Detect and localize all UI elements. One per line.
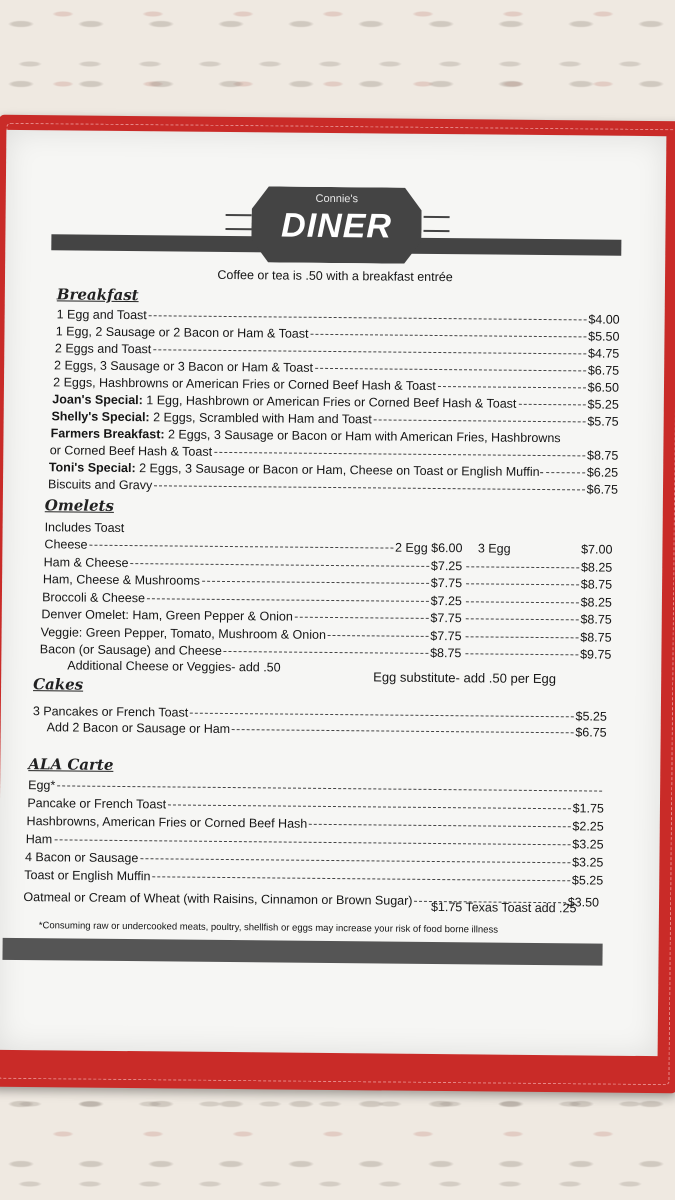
alacarte-item-leader <box>140 858 570 863</box>
breakfast-item-price: $4.75 <box>587 346 620 361</box>
alacarte-item-row <box>26 832 604 852</box>
omelet-row <box>43 572 462 590</box>
omelet-leader <box>224 651 428 654</box>
breakfast-item-row <box>51 409 618 428</box>
omelet-price-3egg: $9.75 <box>580 647 612 662</box>
breakfast-item-row <box>54 358 619 377</box>
alacarte-item-name: Toast or English Muffin <box>24 868 151 884</box>
omelet-leader <box>295 617 429 619</box>
omelet-leader-3egg <box>465 653 578 655</box>
alacarte-item-row <box>24 868 603 888</box>
omelet-name: Veggie: Green Pepper, Tomato, Mushroom & Onion <box>40 624 327 642</box>
omelet-price-2egg: $7.25 <box>430 558 463 573</box>
omelets-note-left: Additional Cheese or Veggies- add .50 <box>67 658 281 675</box>
alacarte-item-name: 4 Bacon or Sausage <box>24 850 139 866</box>
alacarte-item-row <box>28 778 604 798</box>
omelet-row <box>44 537 462 555</box>
breakfast-item-row <box>50 443 619 462</box>
alacarte-item-price: $3.25 <box>572 837 604 852</box>
omelet-leader <box>130 563 429 567</box>
omelets-note-right: Egg substitute- add .50 per Egg <box>373 669 557 687</box>
alacarte-item-row <box>27 814 604 834</box>
omelet-price-3egg: $8.25 <box>580 559 613 575</box>
breakfast-item-price: $6.75 <box>587 363 620 378</box>
menu-sheet <box>0 130 666 1056</box>
alacarte-item-name: Pancake or French Toast <box>27 796 167 812</box>
omelet-row <box>41 607 462 625</box>
logo-stripes-left <box>225 214 251 230</box>
section-cakes: Cakes <box>33 675 84 694</box>
breakfast-item-leader <box>154 485 584 490</box>
breakfast-item-name: 2 Eggs and Toast <box>54 341 152 357</box>
breakfast-item-row <box>51 426 619 445</box>
omelet-leader <box>147 598 429 602</box>
alacarte-item-row <box>27 796 604 816</box>
alacarte-item-price: $1.75 <box>572 801 604 816</box>
omelet-3egg-row <box>464 611 612 626</box>
breakfast-item-leader <box>214 452 585 457</box>
omelet-price-2egg: $8.75 <box>430 645 462 661</box>
cakes-item-leader <box>232 729 573 733</box>
breakfast-item-leader <box>153 349 586 354</box>
breakfast-item-leader <box>310 334 586 338</box>
breakfast-item-leader <box>518 404 585 406</box>
omelet-price-2egg: $6.00 <box>431 540 463 556</box>
alacarte-item-price: $2.25 <box>572 819 604 834</box>
omelet-2egg-header: 2 Egg <box>394 540 432 555</box>
omelet-price-3egg: $8.75 <box>580 612 612 627</box>
breakfast-item-name: Toni's Special: 2 Eggs, 3 Sausage or Bacon or Ham, Cheese on Toast or English Muffin- <box>48 460 544 480</box>
breakfast-item-leader <box>438 386 586 388</box>
section-alacarte: ALA Carte <box>28 755 114 774</box>
omelet-3egg-row <box>463 646 611 661</box>
breakfast-item-price: $6.75 <box>586 482 619 497</box>
breakfast-item-row <box>55 341 619 360</box>
breakfast-item-price: $5.50 <box>588 329 620 344</box>
breakfast-item-price: $5.75 <box>587 414 619 429</box>
alacarte-item-price: $3.50 <box>567 895 600 910</box>
omelet-price-2egg: $7.75 <box>430 575 463 591</box>
breakfast-item-special-label: Toni's Special: <box>48 460 136 476</box>
breakfast-item-name: Shelly's Special: 2 Eggs, Scrambled with Ham and Toast <box>51 409 372 427</box>
alacarte-item-price: $3.25 <box>572 855 604 870</box>
omelet-header-gap <box>511 553 582 554</box>
logo-subtitle: Connie's <box>315 192 359 206</box>
omelet-3egg-header: 3 Egg <box>474 541 511 556</box>
omelet-3egg-row <box>464 541 612 556</box>
omelet-3egg-row <box>464 576 612 591</box>
omelet-row <box>44 555 463 573</box>
breakfast-item-row <box>49 460 618 479</box>
breakfast-item-name: Farmers Breakfast: 2 Eggs, 3 Sausage or Bacon or Ham with American Fries, Hashbrowns <box>50 426 561 446</box>
omelet-3egg-row <box>464 559 612 574</box>
diner-logo <box>51 178 622 273</box>
omelets-includes: Includes Toast <box>44 520 125 536</box>
breakfast-item-name: Joan's Special: 1 Egg, Hashbrown or American Fries or Corned Beef Hash & Toast <box>52 392 517 411</box>
breakfast-item-name: 2 Eggs, 3 Sausage or 3 Bacon or Ham & Toast <box>53 358 314 375</box>
alacarte-item-leader <box>152 876 569 881</box>
omelet-name: Cheese <box>44 537 88 552</box>
omelet-leader <box>90 545 393 549</box>
omelet-price-2egg: $7.25 <box>430 593 462 608</box>
alacarte-item-leader <box>54 839 570 845</box>
section-breakfast: Breakfast <box>56 285 139 305</box>
food-disclaimer: *Consuming raw or undercooked meats, poultry, shellfish or eggs may increase your risk of food borne illness <box>38 920 499 936</box>
omelet-name: Broccoli & Cheese <box>42 589 146 605</box>
alacarte-item-leader <box>57 785 602 791</box>
cakes-item-name: Add 2 Bacon or Sausage or Ham <box>46 720 231 737</box>
logo-stripes-right <box>423 216 449 232</box>
omelet-3egg-row <box>464 629 612 644</box>
cakes-item-leader <box>190 713 573 718</box>
breakfast-item-name: or Corned Beef Hash & Toast <box>49 443 213 459</box>
omelet-name: Ham & Cheese <box>43 554 129 570</box>
breakfast-item-name: 1 Egg and Toast <box>56 307 147 323</box>
breakfast-item-row <box>52 392 619 411</box>
omelet-leader-3egg <box>466 618 579 620</box>
omelet-row <box>41 625 462 643</box>
cakes-item-price: $6.75 <box>575 725 607 740</box>
omelet-name: Denver Omelet: Ham, Green Pepper & Onion <box>41 607 293 624</box>
breakfast-item-row <box>56 324 620 343</box>
breakfast-item-leader <box>149 315 587 320</box>
omelet-leader-3egg <box>466 601 579 603</box>
omelet-price-3egg: $8.25 <box>580 594 612 610</box>
logo-title: DINER <box>280 206 393 246</box>
breakfast-item-price: $6.25 <box>586 465 619 480</box>
omelet-leader <box>202 581 429 584</box>
omelet-leader-3egg <box>466 583 579 585</box>
omelet-price-3egg: $7.00 <box>581 542 613 557</box>
omelet-leader-3egg <box>466 636 579 638</box>
omelet-price-3egg: $8.75 <box>580 577 613 592</box>
alacarte-item-name: Egg* <box>28 778 56 793</box>
breakfast-item-leader <box>374 419 586 422</box>
breakfast-item-price: $4.00 <box>588 312 620 327</box>
omelet-3egg-row <box>464 594 612 609</box>
omelet-name: Ham, Cheese & Mushrooms <box>42 572 200 588</box>
breakfast-item-name: 1 Egg, 2 Sausage or 2 Bacon or Ham & Toast <box>55 324 309 341</box>
cakes-item-name: 3 Pancakes or French Toast <box>32 704 189 720</box>
breakfast-item-row <box>48 477 618 496</box>
breakfast-item-price: $6.50 <box>587 380 620 395</box>
alacarte-item-row <box>25 850 603 870</box>
alacarte-item-leader <box>168 804 571 809</box>
omelet-leader-3egg <box>466 566 579 568</box>
breakfast-item-special-label: Joan's Special: <box>52 392 143 408</box>
texas-toast-note: $1.75 Texas Toast add .25 <box>430 899 577 916</box>
omelet-leader <box>328 634 428 636</box>
alacarte-item-price: $5.25 <box>571 873 604 888</box>
coffee-notice: Coffee or tea is .50 with a breakfast entrée <box>217 267 453 285</box>
breakfast-item-leader <box>315 368 586 372</box>
omelet-name: Bacon (or Sausage) and Cheese <box>39 642 222 658</box>
breakfast-item-name: Biscuits and Gravy <box>47 477 153 493</box>
bottom-band <box>2 938 602 966</box>
section-omelets: Omelets <box>44 496 115 515</box>
breakfast-item-name: 2 Eggs, Hashbrowns or American Fries or Corned Beef Hash & Toast <box>53 375 436 393</box>
omelet-price-3egg: $8.75 <box>580 629 612 645</box>
breakfast-item-price: $5.25 <box>587 397 619 412</box>
breakfast-item-price: $8.75 <box>586 448 619 463</box>
alacarte-item-name: Oatmeal or Cream of Wheat (with Raisins, Cinnamon or Brown Sugar) <box>23 890 413 908</box>
omelet-row <box>40 642 462 660</box>
breakfast-item-special-label: Farmers Breakfast: <box>50 426 165 442</box>
alacarte-item-name: Hashbrowns, American Fries or Corned Beef Hash <box>26 814 308 831</box>
breakfast-item-leader <box>546 472 585 473</box>
omelet-row <box>42 590 462 608</box>
cakes-item-row <box>47 720 607 739</box>
breakfast-item-special-label: Shelly's Special: <box>51 409 150 425</box>
alacarte-item-leader <box>309 824 570 828</box>
alacarte-item-name: Ham <box>25 832 53 847</box>
omelet-price-2egg: $7.75 <box>430 628 462 643</box>
breakfast-item-row <box>57 307 620 326</box>
breakfast-item-row <box>53 375 619 394</box>
cakes-item-price: $5.25 <box>575 709 607 724</box>
omelet-price-2egg: $7.75 <box>430 610 462 626</box>
